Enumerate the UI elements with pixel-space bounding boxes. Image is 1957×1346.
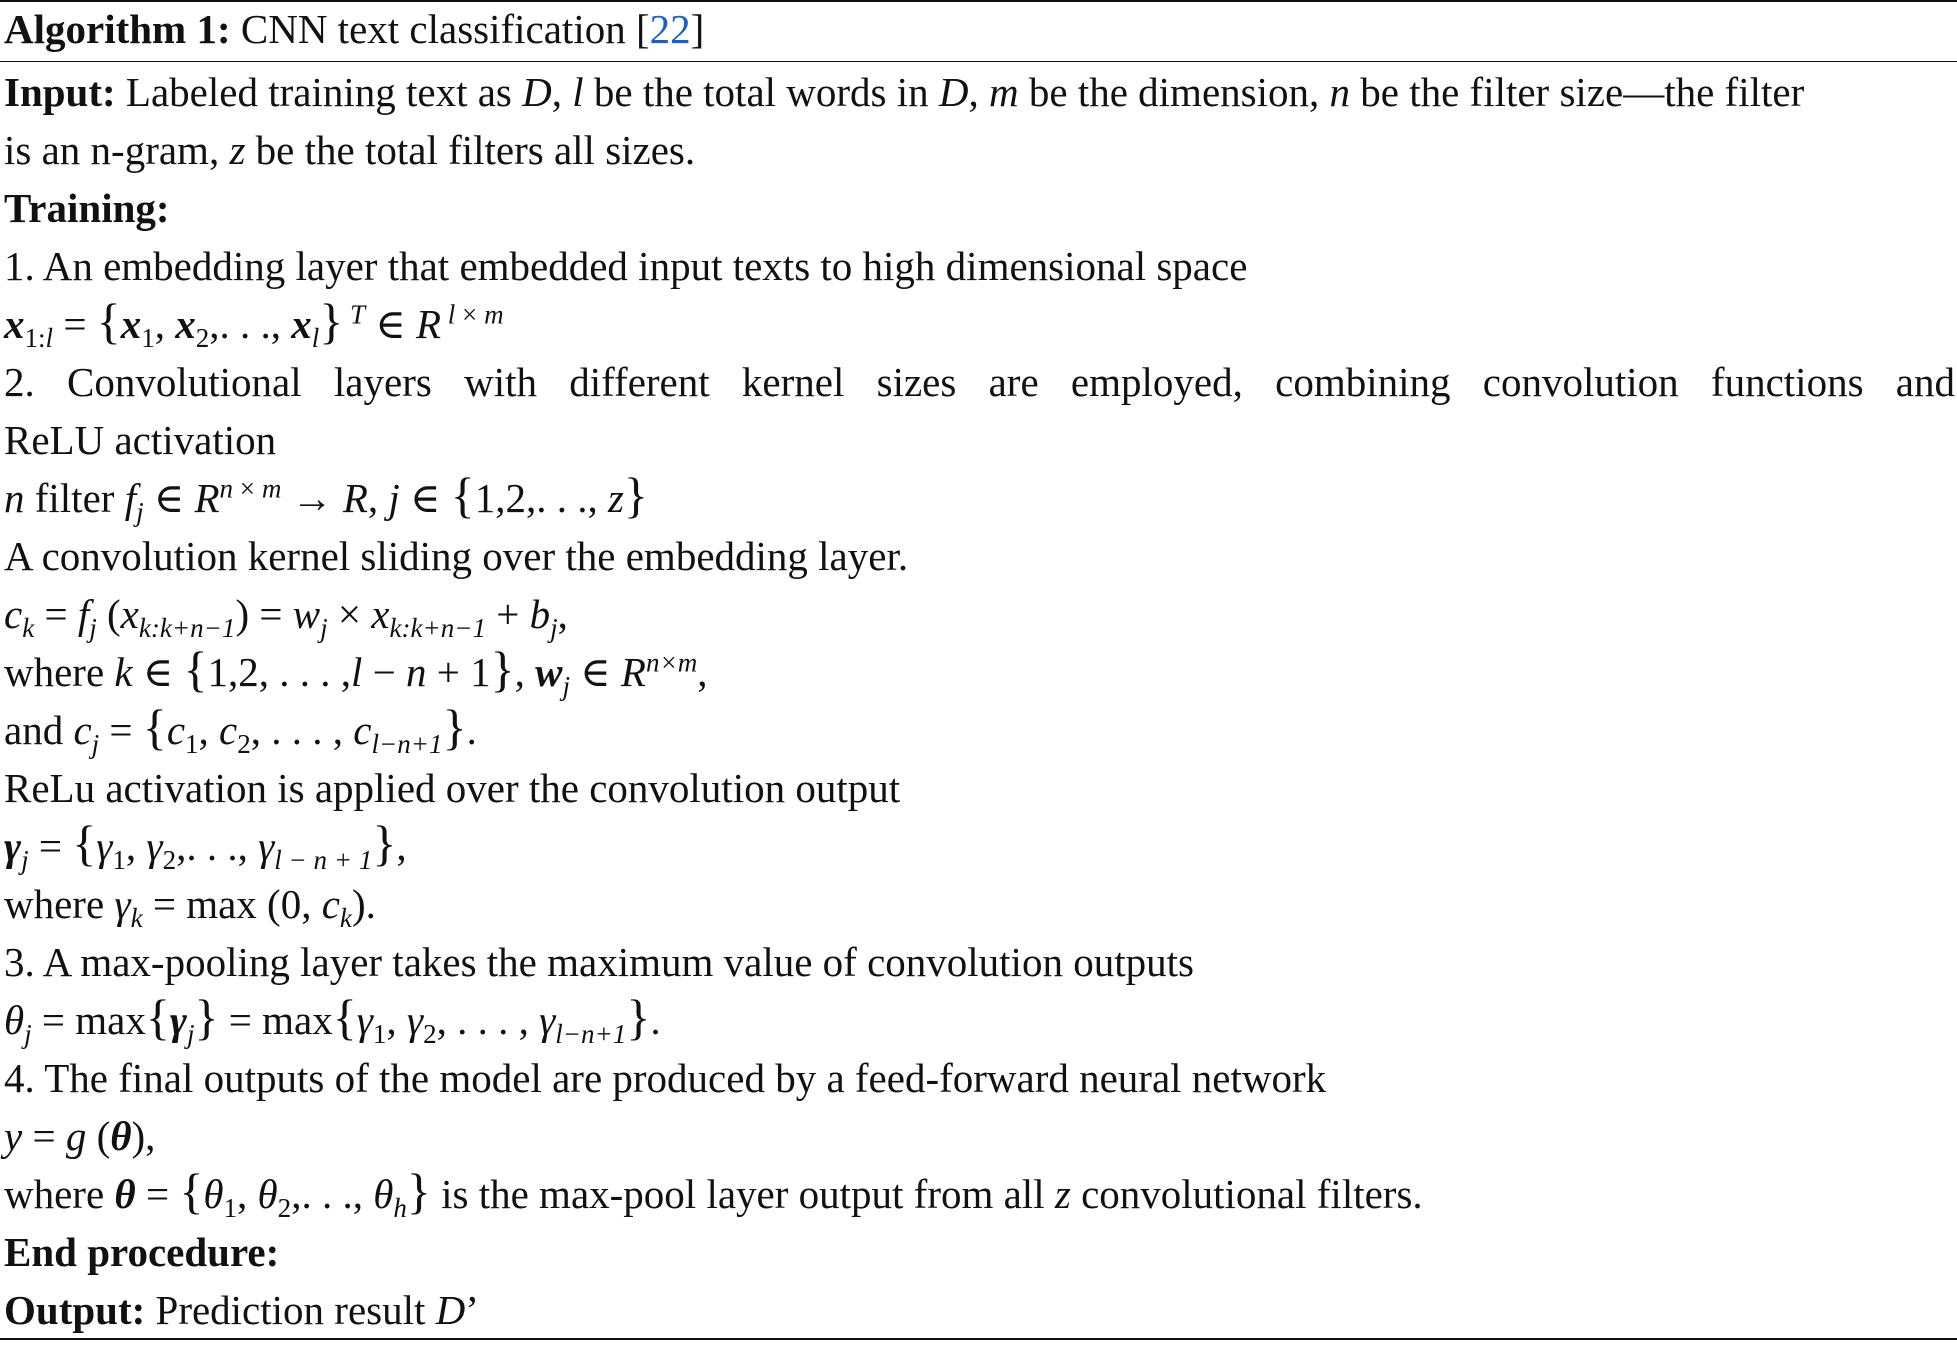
math-symbol: k	[130, 903, 143, 934]
step-4	[4, 1052, 1955, 1110]
math-symbol: R	[415, 301, 442, 347]
math-symbol: {	[179, 1163, 204, 1219]
bottom-rule	[0, 1338, 1957, 1340]
math-symbol: j	[320, 613, 328, 644]
math-symbol: 2	[162, 845, 177, 876]
math-symbol: ,. . .,	[291, 1171, 374, 1217]
math-symbol: j	[136, 497, 144, 528]
conv-description	[4, 530, 1955, 588]
math-symbol: ,	[386, 997, 407, 1043]
math-symbol: 2	[277, 1193, 292, 1224]
math-symbol: where	[4, 1171, 115, 1217]
math-symbol: ,. . .,	[209, 301, 292, 347]
step-3-text: 3. A max-pooling layer takes the maximum value of convolution outputs	[4, 939, 1194, 985]
math-symbol: f	[77, 591, 90, 637]
math-symbol: =	[28, 823, 73, 869]
math-symbol: where	[4, 649, 115, 695]
math-symbol: 2	[237, 729, 251, 760]
math-symbol: }	[490, 641, 515, 697]
math-symbol: j	[91, 729, 100, 760]
math-symbol: j	[186, 1019, 195, 1050]
training-heading	[4, 182, 1955, 240]
math-symbol: w	[292, 591, 321, 637]
equation-gamma	[4, 815, 1955, 878]
title-rule	[0, 61, 1957, 62]
math-symbol: ,	[697, 649, 708, 695]
math-symbol: R	[620, 649, 646, 695]
math-symbol: =	[34, 591, 78, 637]
math-symbol: is the max-pool layer output from all	[430, 1171, 1055, 1217]
math-symbol: γ	[406, 997, 424, 1043]
equation-output	[4, 1110, 1955, 1168]
math-symbol: f	[124, 475, 137, 521]
output-line	[4, 1284, 1955, 1342]
step-2-line-1	[4, 356, 1955, 414]
math-symbol: }	[623, 467, 648, 523]
math-symbol: θ	[114, 1171, 136, 1217]
math-symbol: c	[166, 707, 186, 753]
math-symbol: j	[388, 475, 400, 521]
math-symbol: m	[261, 473, 282, 504]
input-text: is an n-gram,	[4, 127, 230, 173]
var-m: m	[989, 69, 1019, 115]
math-symbol: filter	[24, 475, 125, 521]
math-symbol: w	[535, 649, 563, 695]
step-1-text: 1. An embedding layer that embedded input texts to high dimensional space	[4, 243, 1248, 289]
var-D: D	[938, 69, 969, 115]
math-symbol: T	[343, 299, 366, 330]
math-symbol: = max	[218, 997, 333, 1043]
math-symbol: l	[441, 299, 456, 330]
conv-text: A convolution kernel sliding over the embedding layer.	[4, 533, 909, 579]
var-n: n	[1329, 69, 1350, 115]
math-symbol: 2	[423, 1019, 437, 1050]
input-line-1	[4, 66, 1955, 124]
math-symbol: l − n + 1	[274, 845, 373, 876]
math-symbol: 1:	[24, 323, 46, 354]
math-symbol: ∈	[399, 475, 451, 521]
citation-bracket-close: ]	[690, 6, 705, 52]
algorithm-title	[4, 3, 704, 55]
math-symbol: ,	[514, 649, 536, 695]
math-symbol: +	[486, 591, 530, 637]
math-symbol: ),	[131, 1113, 156, 1159]
math-symbol: j	[24, 1019, 32, 1050]
math-symbol: k:k+n−1	[389, 613, 487, 644]
math-symbol: x	[371, 591, 390, 637]
step-2-line-2	[4, 414, 1955, 472]
math-symbol: k	[114, 649, 133, 695]
math-symbol: k	[339, 903, 352, 934]
math-symbol: 1	[185, 729, 199, 760]
math-symbol: }	[372, 815, 397, 871]
var-D: D	[435, 1287, 466, 1333]
math-symbol: l	[311, 323, 320, 354]
math-symbol: {	[332, 989, 357, 1045]
equation-gamma-k	[4, 878, 1955, 936]
math-symbol: y	[4, 1113, 23, 1159]
step-2-text: 2. Convolutional layers with different kernel sizes are employed, combining convolution functions and	[4, 359, 1955, 405]
math-symbol: 1	[372, 1019, 387, 1050]
math-symbol: }	[406, 1163, 431, 1219]
math-symbol: c	[353, 707, 372, 753]
math-symbol: ,	[396, 823, 407, 869]
input-text: ,	[551, 69, 573, 115]
math-symbol: .	[650, 997, 661, 1043]
math-symbol: x	[120, 591, 139, 637]
input-text: Labeled training text as	[125, 69, 523, 115]
input-label: Input:	[4, 69, 116, 115]
math-symbol: m	[484, 299, 504, 330]
step-3	[4, 936, 1955, 994]
math-symbol: x	[4, 301, 25, 347]
input-text: be the filter size—the filter	[1350, 69, 1805, 115]
prime-mark: ’	[465, 1287, 479, 1333]
math-symbol: j	[89, 613, 97, 644]
math-symbol: b	[529, 591, 551, 637]
math-symbol: c	[4, 591, 23, 637]
math-symbol: {	[72, 815, 97, 871]
math-symbol: g	[65, 1113, 87, 1159]
end-procedure	[4, 1226, 1955, 1284]
math-symbol: θ	[373, 1171, 394, 1217]
step-2-text: ReLU activation	[4, 417, 277, 463]
math-symbol: γ	[114, 881, 131, 927]
math-symbol: l−n+1	[555, 1019, 627, 1050]
math-symbol: 1	[112, 845, 126, 876]
top-rule	[0, 0, 1957, 2]
math-symbol: γ	[258, 823, 275, 869]
math-symbol: ∈	[132, 649, 184, 695]
math-symbol: c	[73, 707, 92, 753]
math-symbol: j	[562, 671, 571, 702]
math-symbol: ∈	[143, 475, 195, 521]
math-symbol: 1,2, . . . ,	[207, 649, 351, 695]
equation-filter	[4, 467, 1955, 530]
math-symbol: γ	[169, 997, 187, 1043]
math-symbol: z	[1054, 1171, 1071, 1217]
math-symbol: =	[135, 1171, 180, 1217]
math-symbol: ∈	[365, 301, 416, 347]
var-z: z	[229, 127, 246, 173]
math-symbol: =	[53, 301, 97, 347]
math-symbol: n	[406, 649, 427, 695]
math-symbol: k:k+n−1	[138, 613, 236, 644]
math-symbol: θ	[203, 1171, 224, 1217]
citation-bracket-open: [	[635, 6, 650, 52]
math-symbol: 1	[141, 323, 155, 354]
math-symbol: ,. . .,	[176, 823, 259, 869]
math-symbol: }	[194, 989, 219, 1045]
math-symbol: R	[342, 475, 368, 521]
math-symbol: ,	[198, 707, 220, 753]
equation-k-range	[4, 641, 1955, 704]
math-symbol: γ	[356, 997, 373, 1043]
math-symbol: γ	[96, 823, 113, 869]
relu-text: ReLu activation is applied over the convolution output	[4, 765, 901, 811]
math-symbol: .	[466, 707, 477, 753]
math-symbol: x	[291, 301, 312, 347]
math-symbol: l	[351, 649, 363, 695]
math-symbol: θ	[257, 1171, 278, 1217]
equation-convolution	[4, 588, 1955, 646]
math-symbol: −	[362, 649, 407, 695]
math-symbol: , . . . ,	[436, 997, 540, 1043]
math-symbol: {	[145, 989, 170, 1045]
math-symbol: (	[86, 1113, 111, 1159]
math-symbol: 2	[195, 323, 210, 354]
input-line-2	[4, 124, 1955, 182]
math-symbol: l−n+1	[371, 729, 443, 760]
math-symbol: n×m	[645, 647, 698, 678]
step-4-text: 4. The final outputs of the model are produced by a feed-forward neural network	[4, 1055, 1327, 1101]
math-symbol: }	[319, 293, 344, 349]
output-text: Prediction result	[145, 1287, 436, 1333]
math-symbol: c	[219, 707, 238, 753]
equation-theta	[4, 1163, 1955, 1226]
math-symbol: θ	[4, 997, 25, 1043]
math-symbol: {	[142, 699, 167, 755]
input-text: ,	[968, 69, 990, 115]
relu-description	[4, 762, 1955, 820]
math-symbol: =	[249, 591, 293, 637]
equation-cj	[4, 699, 1955, 762]
input-text: be the dimension,	[1018, 69, 1330, 115]
math-symbol: = max	[31, 997, 146, 1043]
math-symbol: θ	[110, 1113, 132, 1159]
step-1	[4, 240, 1955, 298]
var-D: D	[522, 69, 552, 115]
math-symbol: z	[607, 475, 624, 521]
math-symbol: + 1	[426, 649, 491, 695]
math-symbol: ×	[233, 473, 262, 504]
math-symbol: γ	[539, 997, 556, 1043]
equation-embedding	[4, 293, 1955, 356]
math-symbol: n	[4, 475, 25, 521]
math-symbol: ,	[557, 591, 568, 637]
math-symbol: 1	[223, 1193, 238, 1224]
input-text: be the total words in	[583, 69, 939, 115]
math-symbol: , . . . ,	[250, 707, 354, 753]
math-symbol: )	[235, 591, 250, 637]
math-symbol: x	[120, 301, 142, 347]
math-symbol: R	[194, 475, 220, 521]
training-label: Training:	[4, 185, 170, 231]
math-symbol: j	[550, 613, 558, 644]
math-symbol: ,	[367, 475, 389, 521]
math-symbol: {	[96, 293, 121, 349]
math-symbol: =	[22, 1113, 66, 1159]
algorithm-body	[4, 66, 1955, 1342]
math-symbol: ,	[154, 301, 176, 347]
input-text: be the total filters all sizes.	[245, 127, 696, 173]
math-symbol: k	[22, 613, 35, 644]
var-l: l	[572, 69, 584, 115]
math-symbol: ×	[327, 591, 372, 637]
math-symbol: (	[96, 591, 121, 637]
math-symbol: ,	[237, 1171, 258, 1217]
math-symbol: ×	[455, 299, 485, 330]
math-symbol: = max (0,	[142, 881, 322, 927]
equation-maxpool	[4, 989, 1955, 1052]
math-symbol: and	[4, 707, 74, 753]
math-symbol: n	[219, 473, 234, 504]
math-symbol: →	[281, 475, 343, 521]
math-symbol: h	[393, 1193, 407, 1224]
math-symbol: γ	[146, 823, 163, 869]
math-symbol: }	[442, 699, 467, 755]
math-symbol: γ	[4, 823, 22, 869]
output-label: Output:	[4, 1287, 146, 1333]
end-procedure-label: End procedure:	[4, 1229, 280, 1275]
math-symbol: ).	[351, 881, 376, 927]
math-symbol: c	[321, 881, 340, 927]
math-symbol: =	[99, 707, 143, 753]
math-symbol: ,	[125, 823, 147, 869]
citation-link[interactable]: 22	[649, 6, 691, 52]
math-symbol: }	[626, 989, 651, 1045]
math-symbol: x	[175, 301, 196, 347]
math-symbol: j	[21, 845, 29, 876]
math-symbol: convolutional filters.	[1070, 1171, 1423, 1217]
math-symbol: l	[45, 323, 54, 354]
math-symbol: {	[183, 641, 208, 697]
math-symbol: {	[450, 467, 475, 523]
math-symbol: ∈	[570, 649, 621, 695]
algorithm-label: Algorithm 1:	[4, 6, 231, 52]
math-symbol: 1,2,. . .,	[474, 475, 608, 521]
algorithm-name: CNN text classification	[240, 6, 626, 52]
math-symbol: where	[4, 881, 115, 927]
